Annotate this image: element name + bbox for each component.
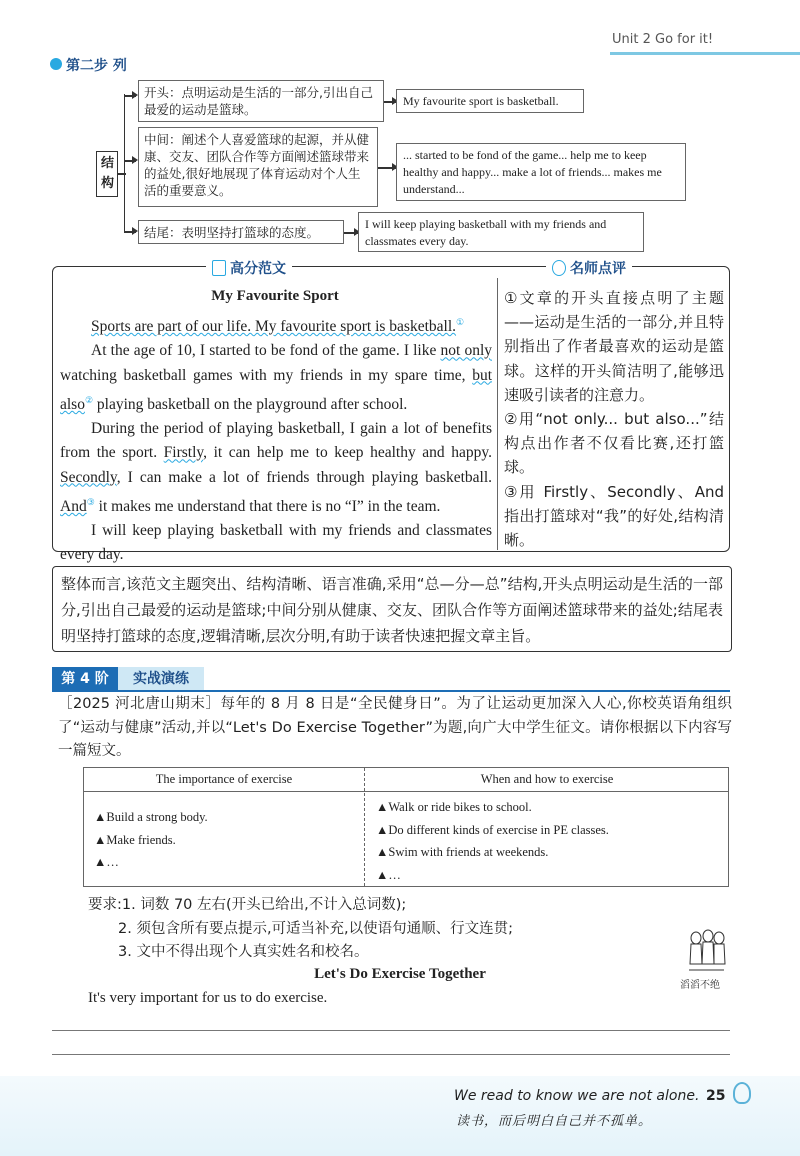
essay-firstly: Firstly: [163, 444, 204, 462]
brace-arrow-bottom: [124, 231, 136, 233]
stage-rule: [52, 690, 730, 692]
model-essay-tag: [206, 258, 292, 278]
writing-task: ［2025 河北唐山期末］每年的 8 月 8 日是“全民健身日”。为了让运动更加深入人心,你校英语角组织了“运动与健康”活动,并以“Let's Do Exercise Together”为题,向广大中学生征文。请你根据以下内容写一篇短文。: [58, 696, 732, 759]
table-head-left: The importance of exercise: [155, 772, 293, 786]
structure-label-text: 结构: [101, 156, 115, 191]
comment-1: ①文章的开头直接点明了主题——运动是生活的一部分,并且特别指出了作者最喜欢的运动是篮球。这样的开头简洁明了,能够迅速吸引读者的注意力。: [504, 289, 724, 404]
writing-start: It's very important for us to do exercise.: [88, 990, 328, 1006]
comment-3: ③用 Firstly、Secondly、And 指出打篮球对“我”的好处,结构清晰。: [504, 482, 724, 550]
structure-opening-en: My favourite sport is basketball.: [396, 89, 584, 113]
arrow-ending: [344, 232, 358, 234]
essay-and: And: [60, 497, 87, 515]
list-item: ▲…: [94, 855, 119, 869]
stage-badge: 第 4 阶: [52, 667, 118, 691]
hint-table: [83, 767, 729, 887]
step-title: 第二步 列: [66, 58, 127, 74]
essay-p3-d: it makes me understand that there is no “I” in the team.: [94, 497, 441, 515]
list-item: ▲Make friends.: [94, 832, 176, 847]
list-item: ▲Walk or ride bikes to school.: [376, 800, 532, 814]
structure-opening-cn: 开头：点明运动是生活的一部分,引出自己最爱的运动是篮球。: [138, 80, 384, 122]
arrow-body: [378, 167, 396, 169]
essay-paragraph-3: [60, 417, 492, 519]
header-rule: [610, 52, 800, 55]
structure-body-en: ... started to be fond of the game... help me to keep healthy and happy... make a lot of friends... makes me understand...: [396, 143, 686, 201]
list-item: ▲…: [376, 867, 401, 882]
essay-p2-b: watching basketball games with my friends in my spare time,: [60, 366, 473, 384]
document-icon: [212, 260, 226, 276]
stage-title: 实战演练: [118, 667, 204, 691]
brace-arrow-mid: [124, 160, 136, 162]
essay-p1-text: Sports are part of our life. My favourite sport is basketball.: [91, 318, 457, 336]
model-essay-tag-text: 高分范文: [230, 261, 286, 277]
table-left-cell: [94, 806, 208, 874]
essay-p3-c: , I can make a lot of friends through playing basketball.: [116, 468, 492, 486]
footer-quote-cn: 读书，而后明白自己并不孤单。: [456, 1114, 653, 1129]
list-item: ▲Swim with friends at weekends.: [376, 845, 549, 859]
requirement-2: 2. 须包含所有要点提示,可适当补充,以使语句通顺、行文连贯;: [118, 920, 514, 937]
structure-ending-en: I will keep playing basketball with my friends and classmates every day.: [358, 212, 644, 252]
requirements: [88, 894, 688, 965]
brace-stem: [118, 173, 126, 175]
teacher-comment-tag: [546, 258, 632, 278]
marker-3: ③: [86, 496, 95, 507]
arrow-opening: [384, 101, 396, 103]
marker-2: ②: [84, 394, 94, 405]
essay-p3-b: , it can help me to keep healthy and happy.: [203, 444, 492, 462]
essay-paragraph-2: [60, 339, 492, 417]
structure-ending-cn: 结尾：表明坚持打篮球的态度。: [138, 220, 344, 244]
structure-body-cn: 中间：阐述个人喜爱篮球的起源，并从健康、交友、团队合作等方面阐述篮球带来的益处,很好地展现了体育运动对个人生活的重要意义。: [138, 127, 378, 207]
essay-paragraph-1: [60, 310, 492, 339]
list-item: ▲Build a strong body.: [94, 810, 208, 824]
essay-summary: 整体而言,该范文主题突出、结构清晰、语言准确,采用“总—分—总”结构,开头点明运动是生活的一部分,引出自己最爱的运动是篮球;中间分别从健康、交友、团队合作等方面阐述篮球带来的益处;结尾表明坚持打篮球的态度,逻辑清晰,层次分明,有助于读者快速把握文章主旨。: [52, 566, 732, 652]
requirement-3: 3. 文中不得出现个人真实姓名和校名。: [118, 944, 369, 960]
brace-arrow-top: [124, 95, 136, 97]
page-number: 25: [706, 1088, 726, 1104]
lightbulb-icon: [733, 1082, 751, 1104]
model-essay: [60, 310, 492, 568]
essay-p2-a: At the age of 10, I started to be fond of the game. I like: [91, 342, 441, 360]
essay-p2-c: playing basketball on the playground after school.: [93, 395, 408, 413]
essay-title: My Favourite Sport: [211, 288, 339, 304]
essay-p3-a: During the period of playing basketball, I gain a lot of benefits from the sport.: [60, 420, 492, 462]
essay-not-only: not only: [440, 342, 492, 360]
essay-but-also: but also: [60, 366, 492, 413]
essay-paragraph-4: I will keep playing basketball with my friends and classmates every day.: [60, 522, 492, 564]
step-bullet-icon: [50, 58, 62, 70]
cartoon-caption: 滔滔不绝: [680, 980, 720, 991]
pen-icon: [552, 260, 566, 276]
comment-2: ②用“not only... but also...”结构点出作者不仅看比赛,还打篮球。: [504, 410, 724, 477]
structure-label: [96, 151, 118, 197]
teacher-comment: [504, 286, 724, 552]
essay-secondly: Secondly: [60, 468, 117, 486]
answer-line-2: [52, 1054, 730, 1055]
footer-quote-en: We read to know we are not alone.: [454, 1088, 700, 1104]
answer-line-1: [52, 1030, 730, 1031]
unit-header: Unit 2 Go for it!: [612, 32, 714, 47]
cartoon-students-icon: [686, 918, 726, 974]
writing-title: Let's Do Exercise Together: [314, 966, 486, 982]
table-head-right: When and how to exercise: [480, 772, 614, 786]
marker-1: ①: [456, 317, 465, 327]
essay-divider: [497, 278, 498, 550]
requirement-1: 要求:1. 词数 70 左右(开头已给出,不计入总词数);: [88, 897, 407, 913]
teacher-comment-tag-text: 名师点评: [570, 261, 626, 277]
list-item: ▲Do different kinds of exercise in PE classes.: [376, 822, 609, 837]
table-right-cell: [376, 796, 609, 886]
